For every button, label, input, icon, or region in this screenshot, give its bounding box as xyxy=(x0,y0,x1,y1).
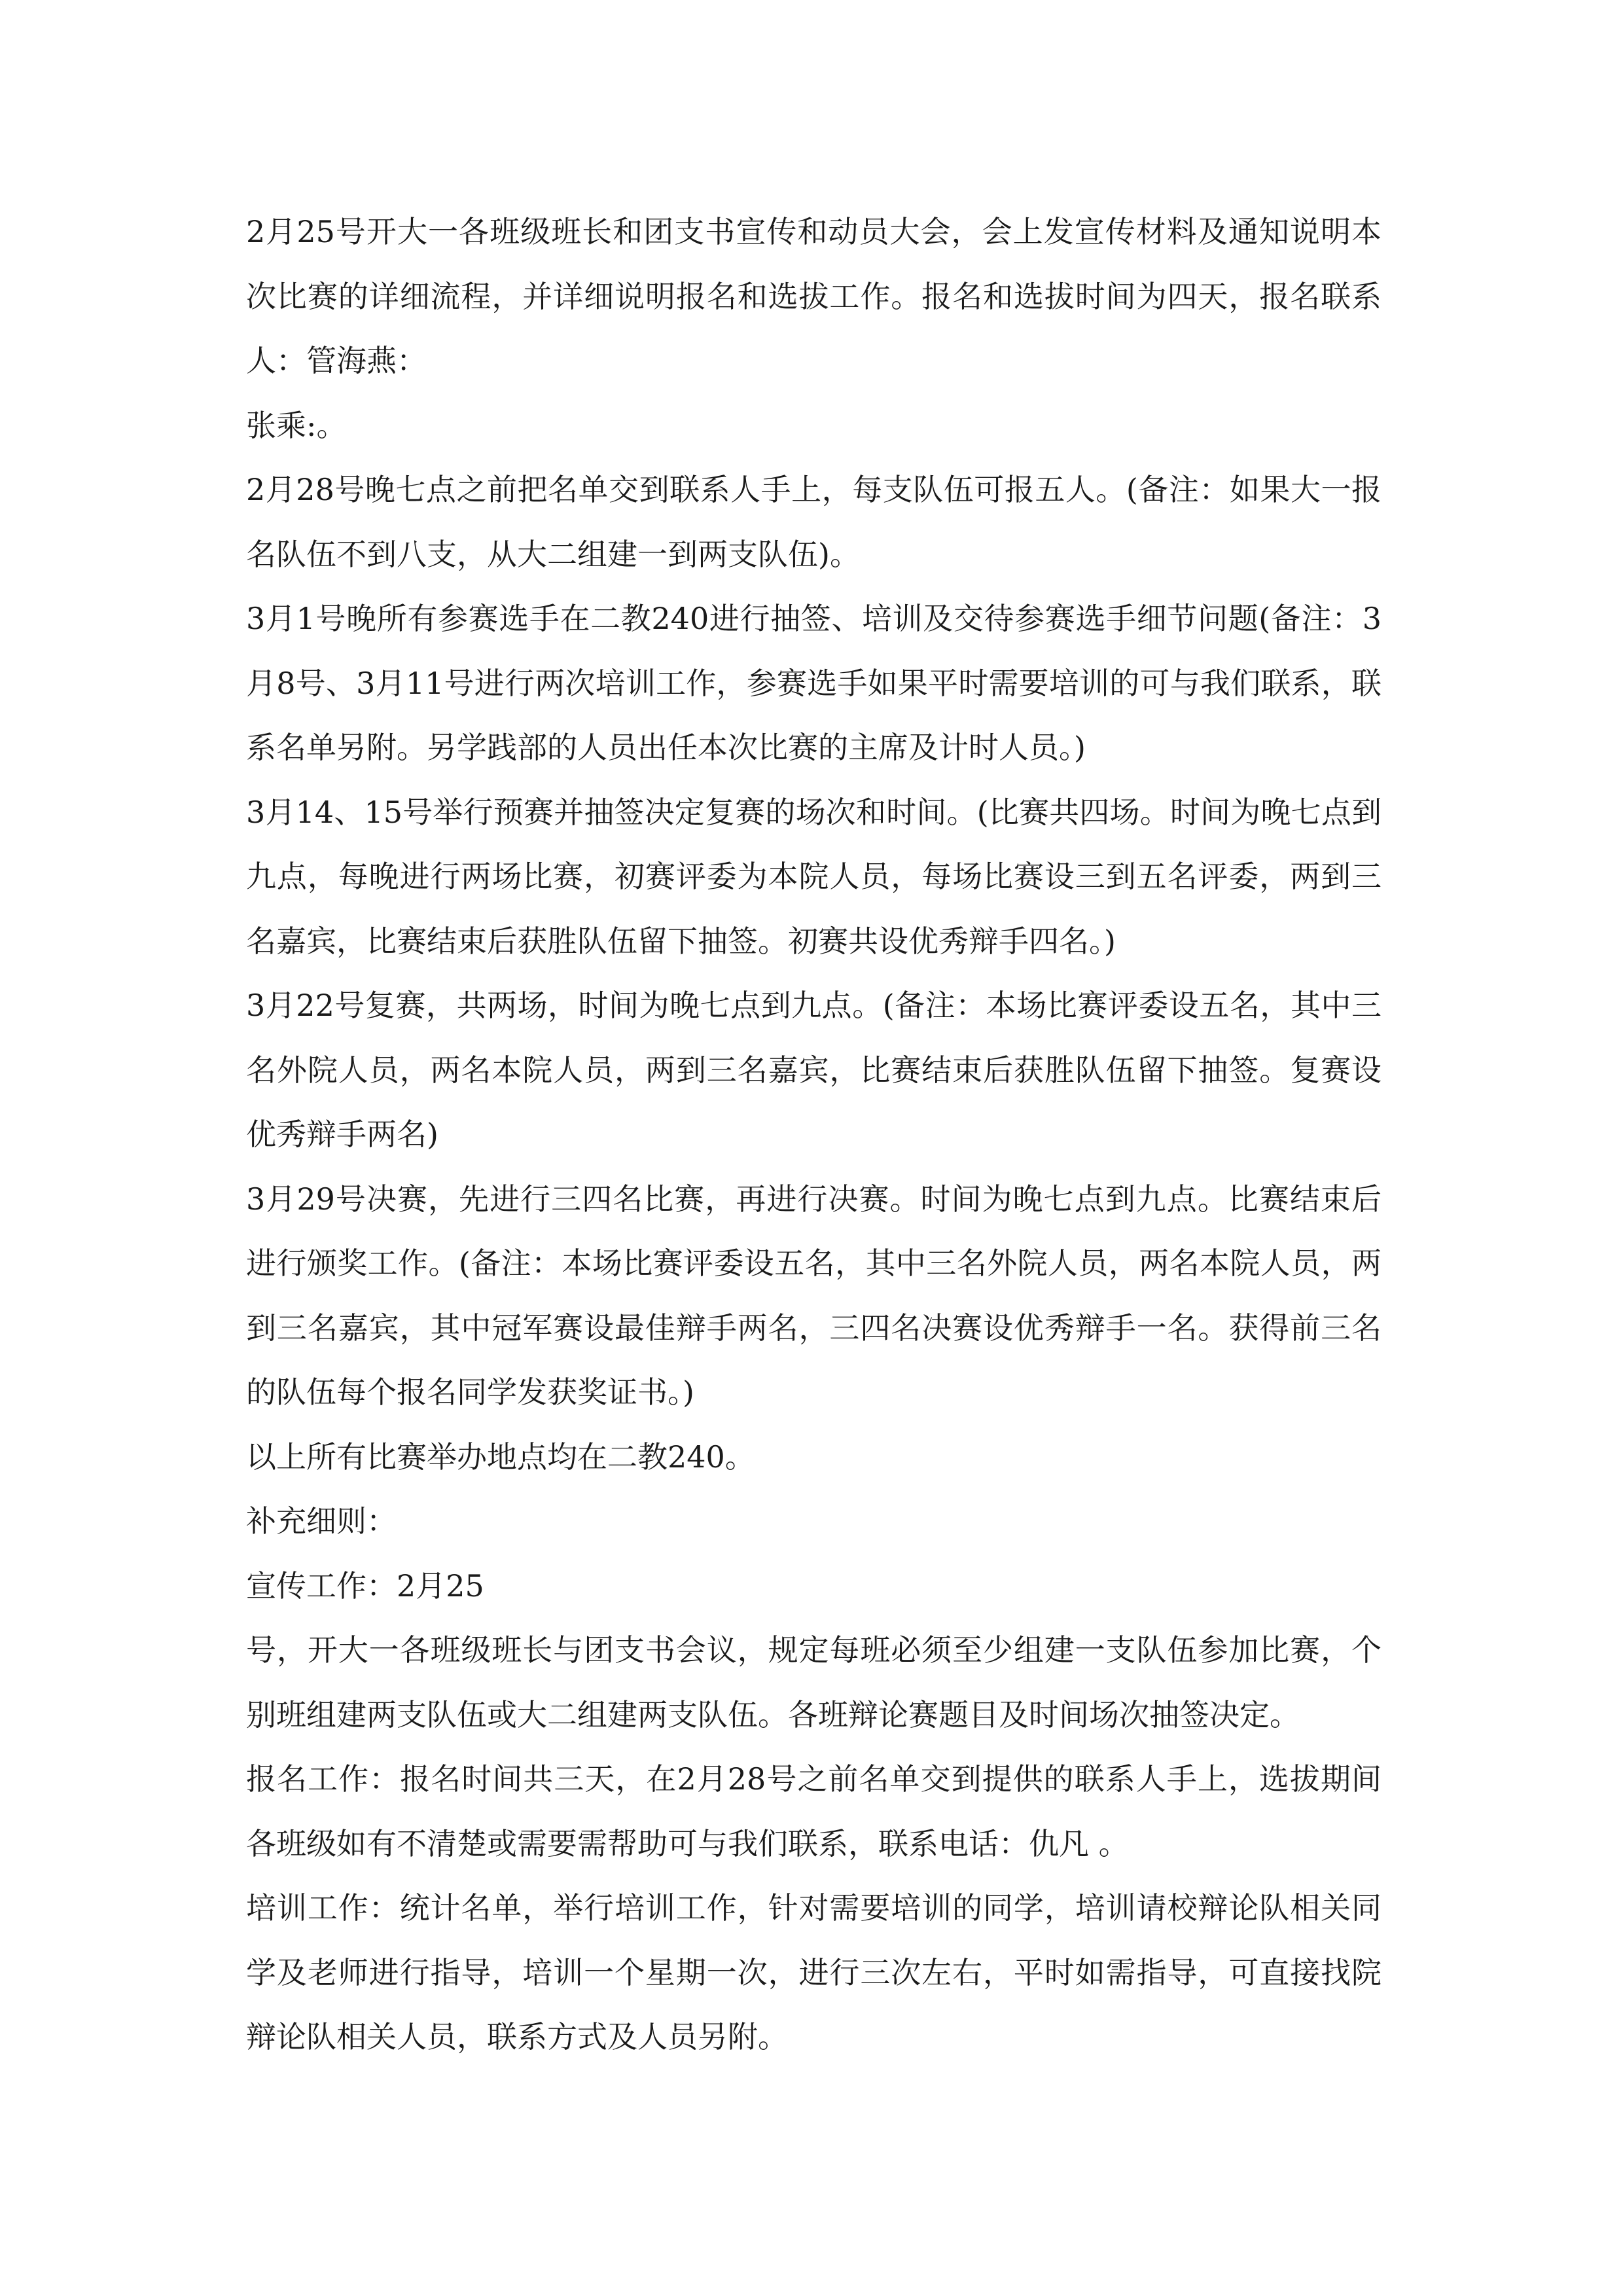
document-body xyxy=(246,200,1382,2070)
paragraph-registration-notice: 2月25号开大一各班级班长和团支书宣传和动员大会，会上发宣传材料及通知说明本次比赛的详细流程，并详细说明报名和选拔工作。报名和选拔时间为四天，报名联系人：管海燕： xyxy=(246,214,1382,378)
paragraph-publicity-detail: 号，开大一各班级班长与团支书会议，规定每班必须至少组建一支队伍参加比赛，个别班组建两支队伍或大二组建两支队伍。各班辩论赛题目及时间场次抽签决定。 xyxy=(246,1632,1382,1732)
paragraph-final: 3月29号决赛，先进行三四名比赛，再进行决赛。时间为晚七点到九点。比赛结束后进行颁奖工作。(备注：本场比赛评委设五名，其中三名外院人员，两名本院人员，两到三名嘉宾，其中冠军赛设最佳辩手两名，三四名决赛设优秀辩手一名。获得前三名的队伍每个报名同学发获奖证书。) xyxy=(246,1181,1382,1410)
paragraph-supplement-heading: 补充细则： xyxy=(246,1503,397,1539)
paragraph-list-deadline: 2月28号晚七点之前把名单交到联系人手上，每支队伍可报五人。(备注：如果大一报名队伍不到八支，从大二组建一到两支队伍)。 xyxy=(246,472,1382,572)
paragraph-contact-zhang: 张乘:。 xyxy=(246,407,347,443)
paragraph-preliminary: 3月14、15号举行预赛并抽签决定复赛的场次和时间。(比赛共四场。时间为晚七点到九点，每晚进行两场比赛，初赛评委为本院人员，每场比赛设三到五名评委，两到三名嘉宾，比赛结束后获胜队伍留下抽签。初赛共设优秀辩手四名。) xyxy=(246,794,1382,959)
paragraph-registration-work: 报名工作：报名时间共三天，在2月28号之前名单交到提供的联系人手上，选拔期间各班级如有不清楚或需要需帮助可与我们联系，联系电话：仇凡 。 xyxy=(246,1761,1382,1861)
paragraph-venue: 以上所有比赛举办地点均在二教240。 xyxy=(246,1439,755,1475)
paragraph-draw-training: 3月1号晚所有参赛选手在二教240进行抽签、培训及交待参赛选手细节问题(备注：3月8号、3月11号进行两次培训工作，参赛选手如果平时需要培训的可与我们联系，联系名单另附。另学践部的人员出任本次比赛的主席及计时人员。) xyxy=(246,601,1382,765)
paragraph-training-work: 培训工作：统计名单，举行培训工作，针对需要培训的同学，培训请校辩论队相关同学及老师进行指导，培训一个星期一次，进行三次左右，平时如需指导，可直接找院辩论队相关人员，联系方式及人员另附。 xyxy=(246,1890,1382,2054)
paragraph-publicity-label: 宣传工作：2月25 xyxy=(246,1568,484,1604)
paragraph-semifinal: 3月22号复赛，共两场，时间为晚七点到九点。(备注：本场比赛评委设五名，其中三名外院人员，两名本院人员，两到三名嘉宾，比赛结束后获胜队伍留下抽签。复赛设优秀辩手两名) xyxy=(246,988,1382,1152)
